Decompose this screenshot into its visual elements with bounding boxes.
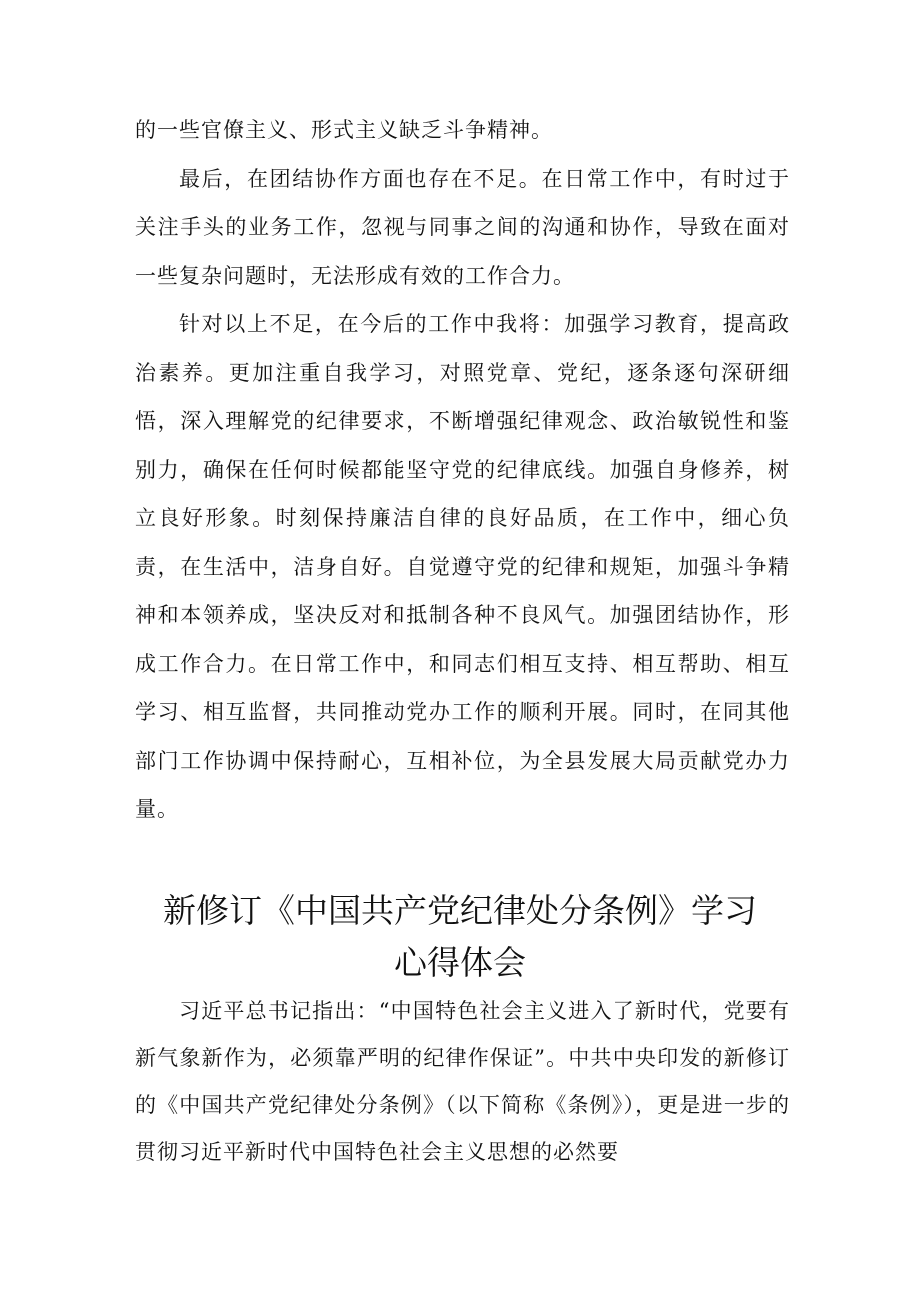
- paragraph-continuation: 的一些官僚主义、形式主义缺乏斗争精神。: [135, 118, 553, 142]
- article-title-line1: 新修订《中国共产党纪律处分条例》学习: [163, 891, 757, 930]
- article-title-line2: 心得体会: [394, 943, 526, 982]
- top-text-section: [135, 106, 790, 834]
- paragraph-teamwork: 最后，在团结协作方面也存在不足。在日常工作中，有时过于关注手头的业务工作，忽视与同事之间的沟通和协作，导致在面对一些复杂问题时，无法形成有效的工作合力。: [135, 166, 790, 288]
- paragraph-intro: 习近平总书记指出：“中国特色社会主义进入了新时代，党要有新气象新作为，必须靠严明的纪律作保证”。中共中央印发的新修订的《中国共产党纪律处分条例》（以下简称《条例》），更是进一步的贯彻习近平新时代中国特色社会主义思想的必然要: [135, 999, 790, 1164]
- article-title: [120, 885, 800, 989]
- bottom-text-section: [135, 988, 790, 1176]
- paragraph-improvement-plan: 针对以上不足，在今后的工作中我将：加强学习教育，提高政治素养。更加注重自我学习，对照党章、党纪，逐条逐句深研细悟，深入理解党的纪律要求，不断增强纪律观念、政治敏锐性和鉴别力，确保在任何时候都能坚守党的纪律底线。加强自身修养，树立良好形象。时刻保持廉洁自律的良好品质，在工作中，细心负责，在生活中，洁身自好。自觉遵守党的纪律和规矩，加强斗争精神和本领养成，坚决反对和抵制各种不良风气。加强团结协作，形成工作合力。在日常工作中，和同志们相互支持、相互帮助、相互学习、相互监督，共同推动党办工作的顺利开展。同时，在同其他部门工作协调中保持耐心，互相补位，为全县发展大局贡献党办力量。: [135, 312, 790, 821]
